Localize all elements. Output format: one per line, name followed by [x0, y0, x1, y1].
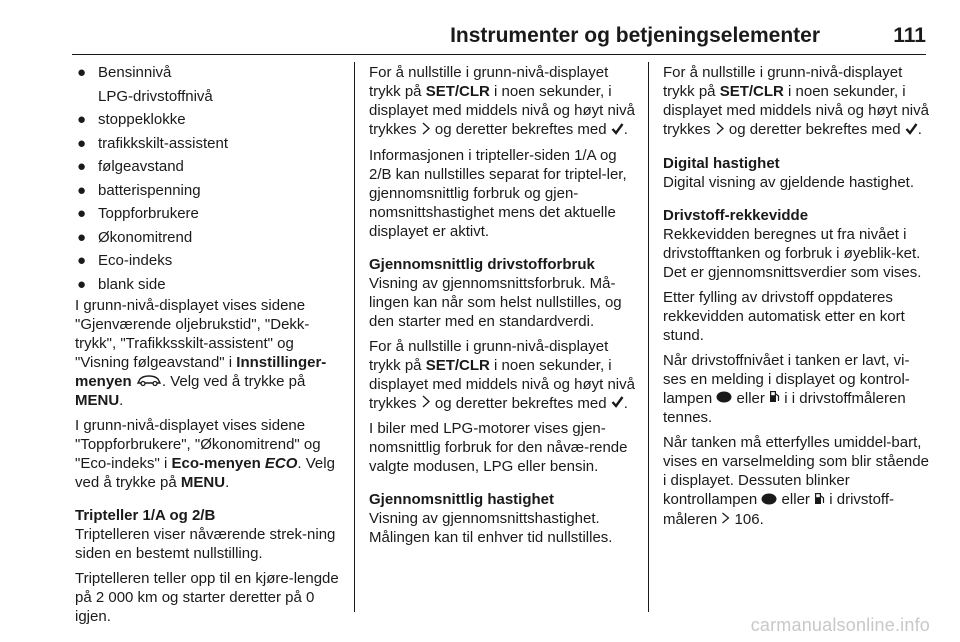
- paragraph: For å nullstille i grunn-nivå-displayet trykk på SET/CLR i noen sekunder, i displayet med middels nivå og høyt nivå trykkes og deretter bekreftes med .: [369, 64, 635, 138]
- section-heading: Gjennomsnittlig drivstofforbruk: [369, 255, 595, 273]
- bullet-list: [75, 63, 343, 294]
- paragraph: Visning av gjennomsnittshastighet. Målingen kan til enhver tid nullstilles.: [369, 510, 613, 547]
- list-item: ● følgeavstand: [77, 158, 184, 175]
- paragraph: I biler med LPG-motorer vises gjen-nomsnittlig forbruk for den nåvæ-rende valgte modusen, LPG eller bensin.: [369, 420, 628, 476]
- paragraph: Når tanken må etterfylles umiddel-bart, vises en varselmelding som blir stående i displayet. Dessuten blinker kontrollampen eller i drivstoff-måleren 106.: [663, 434, 929, 528]
- paragraph: Når drivstoffnivået i tanken er lavt, vi-ses en melding i displayet og kontrol-lampen eller i i drivstoffmåleren tennes.: [663, 351, 910, 427]
- checkmark-icon: [905, 121, 918, 140]
- page-number: 111: [893, 24, 926, 47]
- section-title: Instrumenter og betjeningselementer: [450, 24, 820, 47]
- watermark: carmanualsonline.info: [750, 615, 930, 635]
- list-item: ● Bensinnivå: [77, 64, 172, 81]
- section-heading: Drivstoff-rekkevidde: [663, 206, 809, 224]
- paragraph: For å nullstille i grunn-nivå-displayet trykk på SET/CLR i noen sekunder, i displayet med middels nivå og høyt nivå trykkes og deretter bekreftes med .: [369, 337, 635, 412]
- column-2: [369, 63, 635, 553]
- chevron-right-icon: [715, 121, 725, 140]
- paragraph: Triptelleren teller opp til en kjøre-lengde på 2 000 km og starter deretter på 0 igjen.: [75, 570, 339, 626]
- paragraph: Digital visning av gjeldende hastighet.: [663, 173, 914, 191]
- list-item: LPG-drivstoffnivå: [98, 87, 213, 105]
- column-divider: [354, 62, 355, 612]
- list-item: ● stoppeklokke: [77, 111, 186, 128]
- fuel-lamp-icon: [761, 491, 777, 510]
- list-item: ● trafikkskilt-assistent: [77, 134, 229, 152]
- fuel-lamp-icon: [716, 389, 732, 408]
- header-rule: [72, 54, 926, 55]
- paragraph: I grunn-nivå-displayet vises sidene "Gjenværende oljebrukstid", "Dekk-trykk", "Trafikksskilt-assistent" og "Visning følgeavstand" i Innstillinger-menyen . Velg ved å trykke på MENU.: [75, 296, 327, 410]
- paragraph: Etter fylling av drivstoff oppdateres rekkevidden automatisk etter en kort stund.: [663, 288, 905, 344]
- chevron-right-icon: [421, 121, 431, 140]
- column-divider: [648, 62, 649, 612]
- list-item: ● Toppforbrukere: [77, 205, 199, 222]
- page-reference-link[interactable]: 106: [734, 510, 760, 528]
- paragraph: For å nullstille i grunn-nivå-displayet trykk på SET/CLR i noen sekunder, i displayet med middels nivå og høyt nivå trykkes og deretter bekreftes med .: [663, 64, 929, 138]
- checkmark-icon: [611, 394, 624, 413]
- page-reference-icon: [721, 510, 730, 529]
- fuel-pump-icon: [769, 389, 780, 408]
- paragraph: Rekkevidden beregnes ut fra nivået i drivstofftanken og forbruk i øyeblik-ket. Det er gjennomsnittsverdier som vises.: [663, 225, 922, 281]
- paragraph: Informasjonen i tripteller-siden 1/A og 2/B kan nullstilles separat for triptel-ler, gjennomsnittlig forbruk og gjen-nomsnittshastighet mens det aktuelle displayet er aktivt.: [369, 146, 627, 240]
- eco-icon: ECO: [264, 455, 298, 473]
- paragraph: Triptelleren viser nåværende strek-ning siden en bestemt nullstilling.: [75, 526, 336, 563]
- paragraph: Visning av gjennomsnittsforbruk. Må-lingen kan når som helst nullstilles, og den starter med en standardverdi.: [369, 274, 622, 330]
- section-heading: Gjennomsnittlig hastighet: [369, 491, 555, 509]
- car-settings-icon: [136, 372, 162, 391]
- list-item: ● Økonomitrend: [77, 228, 193, 246]
- column-3: [663, 63, 929, 535]
- section-heading: Digital hastighet: [663, 154, 780, 172]
- checkmark-icon: [611, 121, 624, 140]
- section-heading: Tripteller 1/A og 2/B: [75, 507, 216, 525]
- list-item: ● Eco-indeks: [77, 252, 173, 269]
- chevron-right-icon: [421, 394, 431, 413]
- fuel-pump-icon: [814, 491, 825, 510]
- column-1: [75, 63, 343, 632]
- paragraph: I grunn-nivå-displayet vises sidene "Toppforbrukere", "Økonomitrend" og "Eco-indeks" i Eco-menyen ECO. Velg ved å trykke på MENU.: [75, 417, 335, 492]
- list-item: ● batterispenning: [77, 181, 201, 199]
- list-item: ● blank side: [77, 275, 166, 293]
- page-header: [72, 22, 926, 48]
